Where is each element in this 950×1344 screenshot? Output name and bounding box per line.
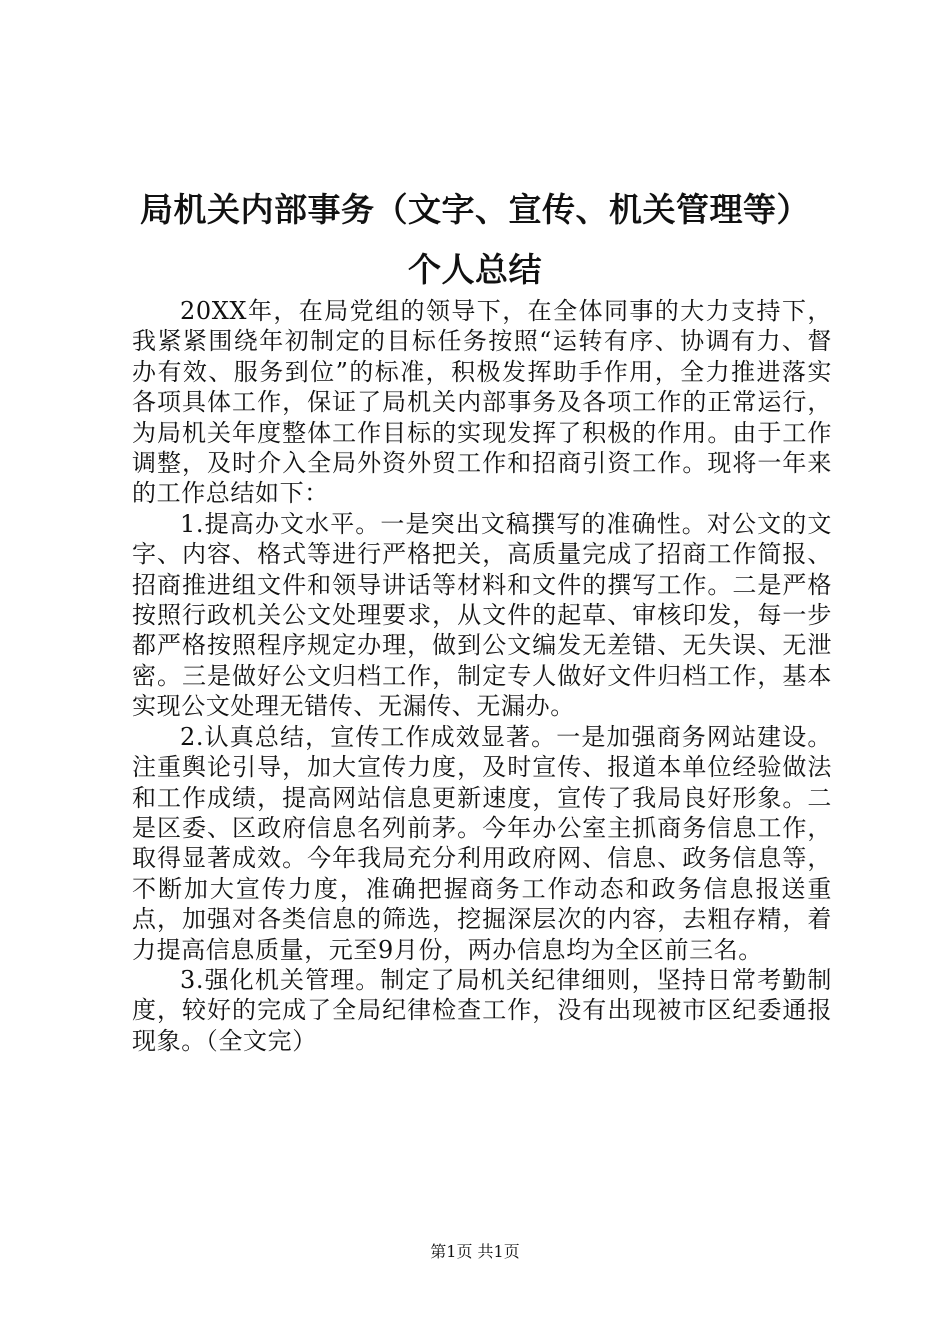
paragraph-item-2: 2.认真总结，宣传工作成效显著。一是加强商务网站建设。注重舆论引导，加大宣传力度，及时宣传、报道本单位经验做法和工作成绩，提高网站信息更新速度，宣传了我局良好形象。二是区委、区政府信息名列前茅。今年办公室主抓商务信息工作，取得显著成效。今年我局充分利用政府网、信息、政务信息等，不断加大宣传力度，准确把握商务工作动态和政务信息报送重点，加强对各类信息的筛选，挖掘深层次的内容，去粗存精，着力提高信息质量，元至9月份，两办信息均为全区前三名。 <box>132 722 832 964</box>
paragraph-item-1: 1.提高办文水平。一是突出文稿撰写的准确性。对公文的文字、内容、格式等进行严格把关，高质量完成了招商工作简报、招商推进组文件和领导讲话等材料和文件的撰写工作。二是严格按照行政机关公文处理要求，从文件的起草、审核印发，每一步都严格按照程序规定办理，做到公文编发无差错、无失误、无泄密。三是做好公文归档工作，制定专人做好文件归档工作，基本实现公文处理无错传、无漏传、无漏办。 <box>132 509 832 721</box>
paragraph-item-3: 3.强化机关管理。制定了局机关纪律细则，坚持日常考勤制度，较好的完成了全局纪律检查工作，没有出现被市区纪委通报现象。（全文完） <box>132 965 832 1055</box>
document-title-line-2: 个人总结 <box>408 250 542 289</box>
document-body <box>132 296 832 1056</box>
paragraph-intro: 20XX年，在局党组的领导下，在全体同事的大力支持下，我紧紧围绕年初制定的目标任务按照“运转有序、协调有力、督办有效、服务到位”的标准，积极发挥助手作用，全力推进落实各项具体工作，保证了局机关内部事务及各项工作的正常运行，为局机关年度整体工作目标的实现发挥了积极的作用。由于工作调整，及时介入全局外资外贸工作和招商引资工作。现将一年来的工作总结如下： <box>132 297 832 508</box>
document-title-line-1: 局机关内部事务（文字、宣传、机关管理等） <box>140 190 810 229</box>
page-footer: 第1页 共1页 <box>430 1242 520 1261</box>
